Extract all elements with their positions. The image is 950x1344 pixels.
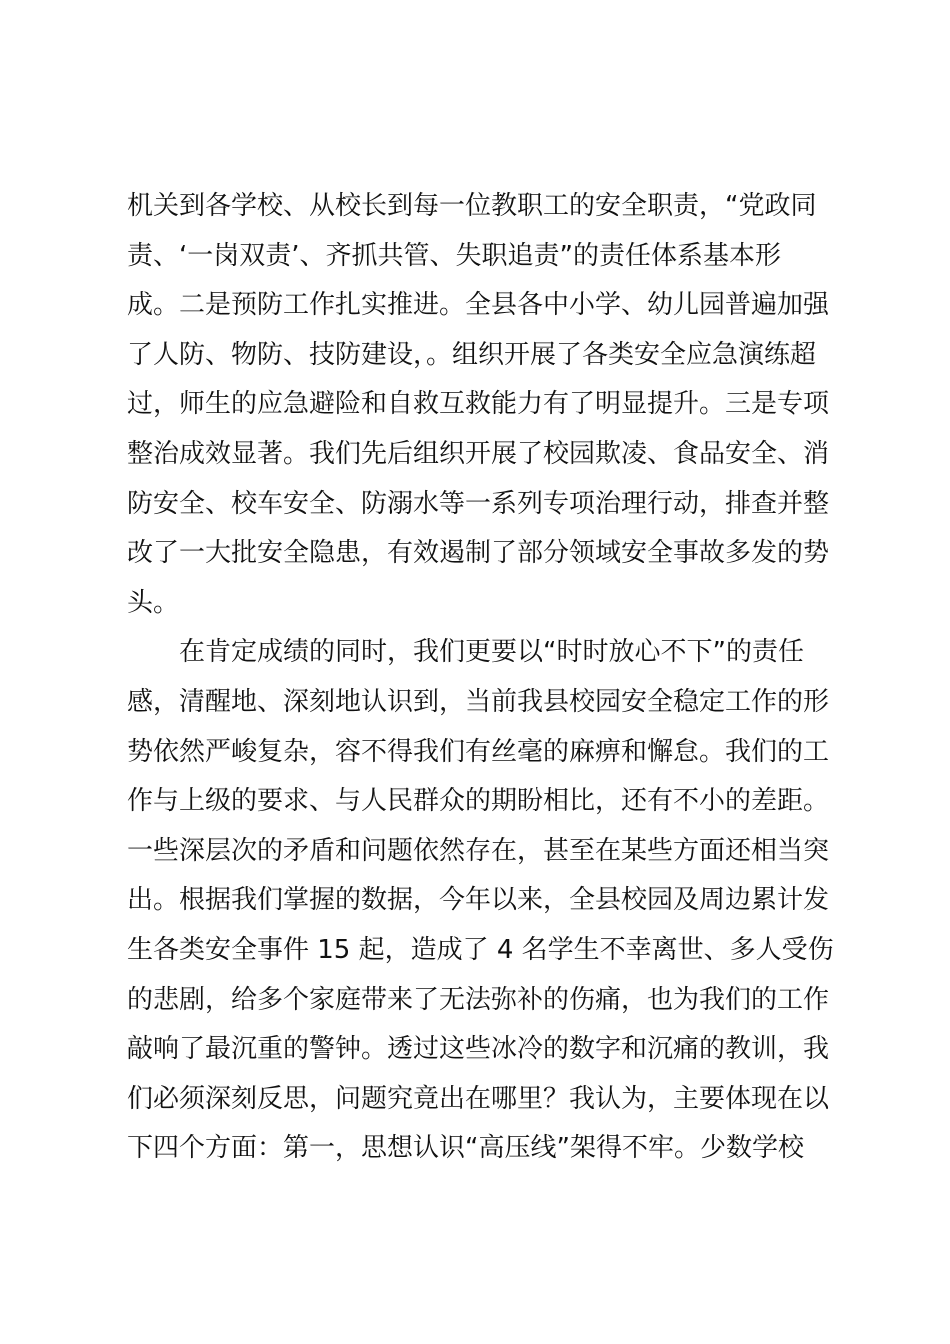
body-text bbox=[127, 182, 837, 1174]
text-line: 一些深层次的矛盾和问题依然存在，甚至在某些方面还相当突 bbox=[127, 835, 830, 866]
paragraph-start-line: 在肯定成绩的同时，我们更要以“时时放心不下”的责任 bbox=[179, 637, 804, 668]
text-line: 整治成效显著。我们先后组织开展了校园欺凌、食品安全、消 bbox=[127, 438, 830, 469]
text-line: 责、‘一岗双责’、齐抓共管、失职追责”的责任体系基本形 bbox=[127, 240, 781, 271]
text-line: 机关到各学校、从校长到每一位教职工的安全职责，“党政同 bbox=[127, 191, 817, 221]
text-line: 改了一大批安全隐患，有效遏制了部分领域安全事故多发的势 bbox=[127, 538, 830, 569]
text-line: 下四个方面：第一，思想认识“高压线”架得不牢。少数学校 bbox=[127, 1133, 804, 1164]
text-line: 防安全、校车安全、防溺水等一系列专项治理行动，排查并整 bbox=[127, 488, 830, 519]
text-line: 生各类安全事件 15 起，造成了 4 名学生不幸离世、多人受伤 bbox=[127, 934, 834, 965]
text-line: 了人防、物防、技防建设，。组织开展了各类安全应急演练超 bbox=[127, 339, 817, 370]
text-line: 的悲剧，给多个家庭带来了无法弥补的伤痛，也为我们的工作 bbox=[127, 984, 830, 1015]
text-line: 成。二是预防工作扎实推进。全县各中小学、幼儿园普遍加强 bbox=[127, 290, 830, 321]
text-line: 过，师生的应急避险和自救互救能力有了明显提升。三是专项 bbox=[127, 389, 830, 420]
text-line: 感，清醒地、深刻地认识到，当前我县校园安全稳定工作的形 bbox=[127, 686, 830, 717]
text-line: 势依然严峻复杂，容不得我们有丝毫的麻痹和懈怠。我们的工 bbox=[127, 736, 830, 767]
text-line: 出。根据我们掌握的数据，今年以来，全县校园及周边累计发 bbox=[127, 885, 830, 916]
text-line: 敲响了最沉重的警钟。透过这些冰冷的数字和沉痛的教训，我 bbox=[127, 1034, 830, 1065]
text-line: 头。 bbox=[127, 587, 180, 618]
text-line: 们必须深刻反思，问题究竟出在哪里？我认为，主要体现在以 bbox=[127, 1083, 830, 1114]
text-line: 作与上级的要求、与人民群众的期盼相比，还有不小的差距。 bbox=[127, 786, 830, 817]
